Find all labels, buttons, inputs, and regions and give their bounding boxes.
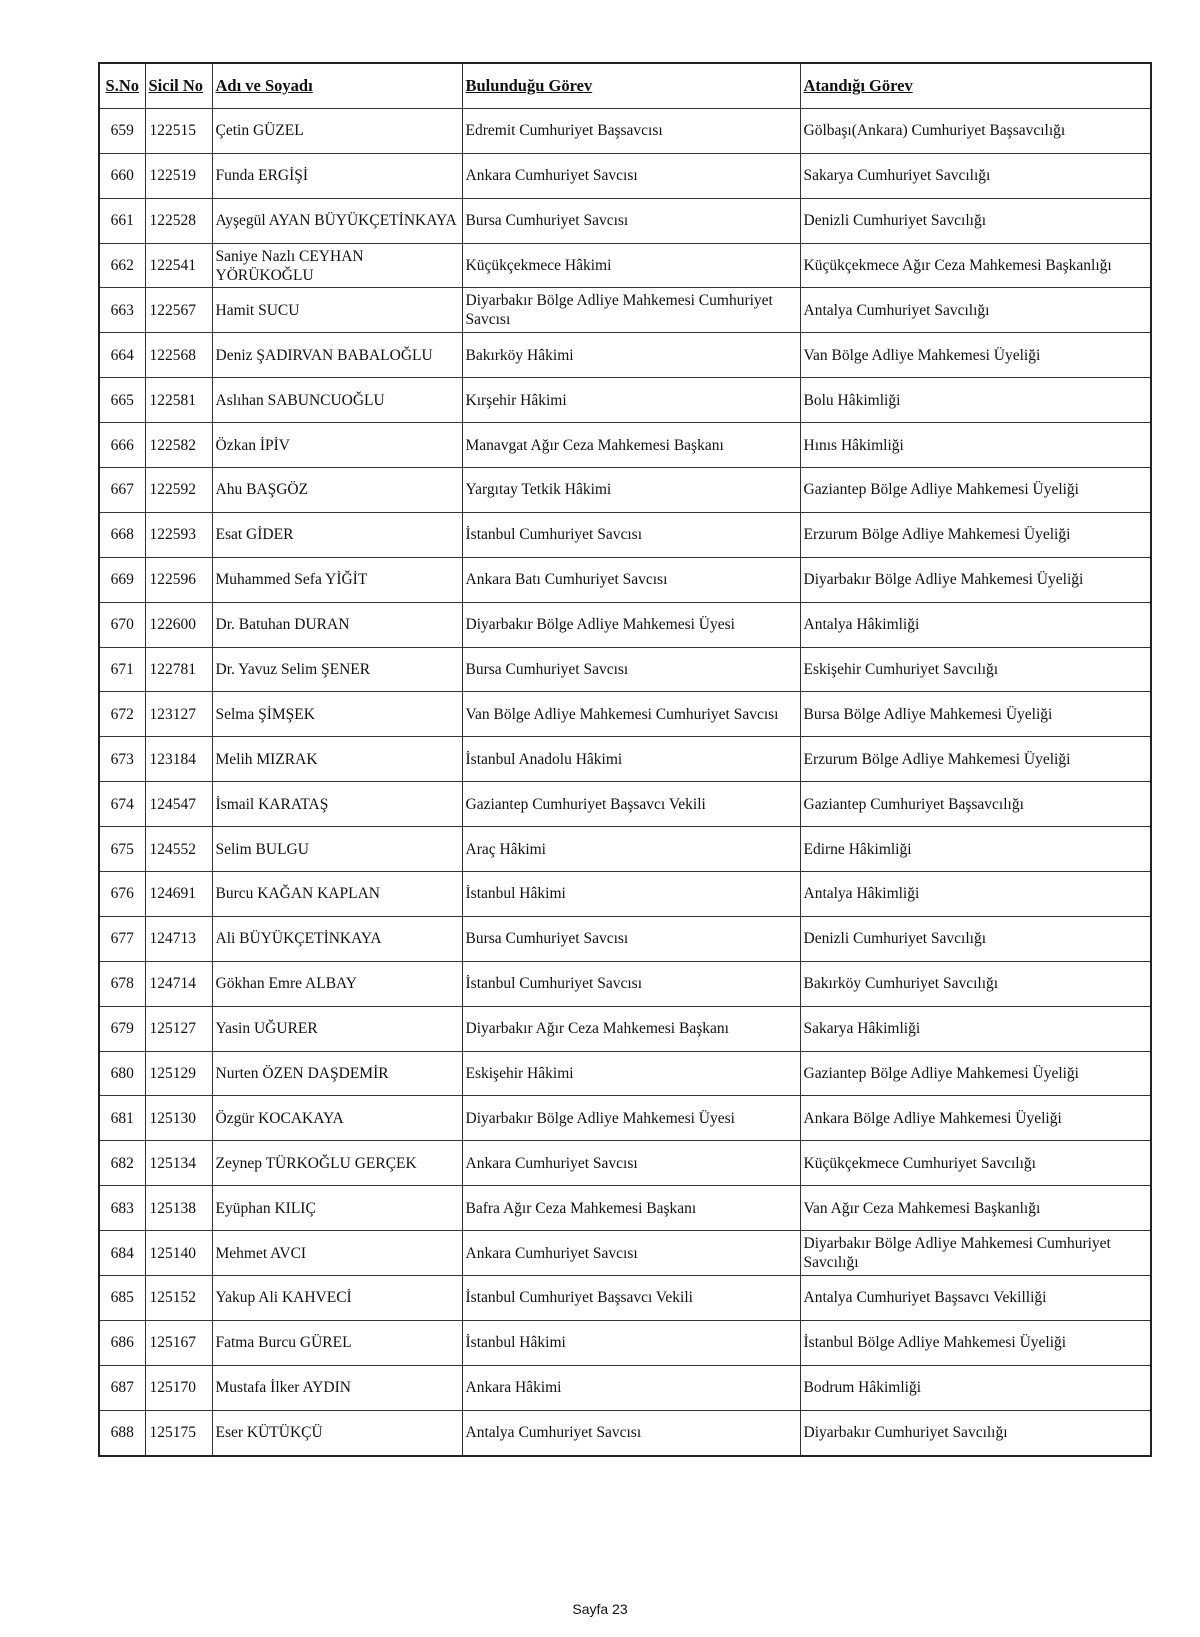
cell-name: Selma ŞİMŞEK	[212, 692, 462, 737]
cell-current-post: Edremit Cumhuriyet Başsavcısı	[462, 108, 800, 153]
cell-sno: 678	[99, 961, 145, 1006]
cell-assigned-post: Erzurum Bölge Adliye Mahkemesi Üyeliği	[800, 512, 1151, 557]
cell-sicil: 124713	[145, 916, 212, 961]
table-row	[99, 468, 1151, 513]
cell-name: Aslıhan SABUNCUOĞLU	[212, 378, 462, 423]
cell-sno: 666	[99, 423, 145, 468]
cell-assigned-post: Van Bölge Adliye Mahkemesi Üyeliği	[800, 333, 1151, 378]
cell-name: Dr. Batuhan DURAN	[212, 602, 462, 647]
cell-current-post: Bursa Cumhuriyet Savcısı	[462, 916, 800, 961]
table-row	[99, 198, 1151, 243]
cell-sicil: 122582	[145, 423, 212, 468]
cell-name: Mehmet AVCI	[212, 1231, 462, 1276]
cell-sno: 683	[99, 1186, 145, 1231]
table-row	[99, 108, 1151, 153]
cell-sno: 671	[99, 647, 145, 692]
cell-sicil: 122515	[145, 108, 212, 153]
table-row	[99, 827, 1151, 872]
cell-current-post: Ankara Cumhuriyet Savcısı	[462, 1141, 800, 1186]
cell-name: Yasin UĞURER	[212, 1006, 462, 1051]
cell-sno: 660	[99, 153, 145, 198]
table-row	[99, 1320, 1151, 1365]
cell-current-post: Bursa Cumhuriyet Savcısı	[462, 198, 800, 243]
cell-name: Muhammed Sefa YİĞİT	[212, 557, 462, 602]
cell-sno: 687	[99, 1365, 145, 1410]
table-row	[99, 782, 1151, 827]
cell-assigned-post: Sakarya Cumhuriyet Savcılığı	[800, 153, 1151, 198]
cell-sicil: 122592	[145, 468, 212, 513]
cell-sno: 677	[99, 916, 145, 961]
cell-name: Özgür KOCAKAYA	[212, 1096, 462, 1141]
cell-sno: 681	[99, 1096, 145, 1141]
cell-current-post: Diyarbakır Bölge Adliye Mahkemesi Cumhuriyet Savcısı	[462, 288, 800, 333]
cell-assigned-post: Denizli Cumhuriyet Savcılığı	[800, 198, 1151, 243]
table-row	[99, 872, 1151, 917]
table-row	[99, 647, 1151, 692]
header-current-post: Bulunduğu Görev	[462, 63, 800, 108]
cell-sicil: 122596	[145, 557, 212, 602]
table-row	[99, 557, 1151, 602]
cell-sno: 659	[99, 108, 145, 153]
cell-current-post: Ankara Cumhuriyet Savcısı	[462, 153, 800, 198]
cell-sno: 679	[99, 1006, 145, 1051]
cell-assigned-post: Erzurum Bölge Adliye Mahkemesi Üyeliği	[800, 737, 1151, 782]
cell-name: Ali BÜYÜKÇETİNKAYA	[212, 916, 462, 961]
cell-current-post: İstanbul Cumhuriyet Savcısı	[462, 961, 800, 1006]
cell-sicil: 122528	[145, 198, 212, 243]
cell-name: Saniye Nazlı CEYHAN YÖRÜKOĞLU	[212, 243, 462, 288]
cell-assigned-post: Küçükçekmece Cumhuriyet Savcılığı	[800, 1141, 1151, 1186]
cell-sno: 688	[99, 1410, 145, 1455]
cell-sno: 680	[99, 1051, 145, 1096]
table-row	[99, 1410, 1151, 1455]
cell-sicil: 125134	[145, 1141, 212, 1186]
cell-assigned-post: Hınıs Hâkimliği	[800, 423, 1151, 468]
table-row	[99, 916, 1151, 961]
table-row	[99, 288, 1151, 333]
cell-assigned-post: Diyarbakır Bölge Adliye Mahkemesi Cumhuriyet Savcılığı	[800, 1231, 1151, 1276]
cell-assigned-post: Gaziantep Bölge Adliye Mahkemesi Üyeliği	[800, 1051, 1151, 1096]
cell-assigned-post: Van Ağır Ceza Mahkemesi Başkanlığı	[800, 1186, 1151, 1231]
cell-name: Eser KÜTÜKÇÜ	[212, 1410, 462, 1455]
table-row	[99, 1096, 1151, 1141]
table-row	[99, 1365, 1151, 1410]
cell-name: Çetin GÜZEL	[212, 108, 462, 153]
cell-current-post: İstanbul Hâkimi	[462, 872, 800, 917]
cell-sicil: 125129	[145, 1051, 212, 1096]
cell-sicil: 124691	[145, 872, 212, 917]
cell-assigned-post: Antalya Cumhuriyet Başsavcı Vekilliği	[800, 1276, 1151, 1321]
cell-name: Esat GİDER	[212, 512, 462, 557]
cell-assigned-post: Küçükçekmece Ağır Ceza Mahkemesi Başkanlığı	[800, 243, 1151, 288]
cell-current-post: Bursa Cumhuriyet Savcısı	[462, 647, 800, 692]
cell-current-post: Ankara Cumhuriyet Savcısı	[462, 1231, 800, 1276]
cell-sicil: 122541	[145, 243, 212, 288]
cell-current-post: Van Bölge Adliye Mahkemesi Cumhuriyet Savcısı	[462, 692, 800, 737]
cell-assigned-post: Diyarbakır Cumhuriyet Savcılığı	[800, 1410, 1151, 1455]
cell-sicil: 122519	[145, 153, 212, 198]
header-sno: S.No	[99, 63, 145, 108]
cell-current-post: Diyarbakır Bölge Adliye Mahkemesi Üyesi	[462, 602, 800, 647]
cell-sicil: 125152	[145, 1276, 212, 1321]
cell-sicil: 124714	[145, 961, 212, 1006]
table-body	[99, 108, 1151, 1455]
table-row	[99, 692, 1151, 737]
cell-assigned-post: Edirne Hâkimliği	[800, 827, 1151, 872]
cell-current-post: Ankara Hâkimi	[462, 1365, 800, 1410]
cell-name: Melih MIZRAK	[212, 737, 462, 782]
table-header-row	[99, 63, 1151, 108]
cell-sno: 661	[99, 198, 145, 243]
cell-current-post: İstanbul Anadolu Hâkimi	[462, 737, 800, 782]
cell-sno: 663	[99, 288, 145, 333]
cell-sicil: 125138	[145, 1186, 212, 1231]
cell-current-post: İstanbul Hâkimi	[462, 1320, 800, 1365]
cell-sicil: 125175	[145, 1410, 212, 1455]
cell-sno: 684	[99, 1231, 145, 1276]
header-assigned-post: Atandığı Görev	[800, 63, 1151, 108]
cell-assigned-post: Antalya Hâkimliği	[800, 872, 1151, 917]
cell-current-post: Diyarbakır Bölge Adliye Mahkemesi Üyesi	[462, 1096, 800, 1141]
table-row	[99, 378, 1151, 423]
cell-sno: 664	[99, 333, 145, 378]
cell-assigned-post: Bolu Hâkimliği	[800, 378, 1151, 423]
cell-name: Mustafa İlker AYDIN	[212, 1365, 462, 1410]
table-row	[99, 1276, 1151, 1321]
cell-current-post: Antalya Cumhuriyet Savcısı	[462, 1410, 800, 1455]
cell-current-post: İstanbul Cumhuriyet Başsavcı Vekili	[462, 1276, 800, 1321]
cell-assigned-post: Diyarbakır Bölge Adliye Mahkemesi Üyeliği	[800, 557, 1151, 602]
cell-name: Burcu KAĞAN KAPLAN	[212, 872, 462, 917]
page-number: Sayfa 23	[572, 1601, 628, 1617]
cell-name: Özkan İPİV	[212, 423, 462, 468]
cell-assigned-post: Antalya Cumhuriyet Savcılığı	[800, 288, 1151, 333]
cell-sno: 662	[99, 243, 145, 288]
cell-current-post: Manavgat Ağır Ceza Mahkemesi Başkanı	[462, 423, 800, 468]
table-row	[99, 333, 1151, 378]
cell-assigned-post: Bakırköy Cumhuriyet Savcılığı	[800, 961, 1151, 1006]
cell-current-post: Yargıtay Tetkik Hâkimi	[462, 468, 800, 513]
cell-sno: 675	[99, 827, 145, 872]
cell-sno: 672	[99, 692, 145, 737]
appointments-table	[98, 62, 1152, 1457]
cell-sno: 665	[99, 378, 145, 423]
cell-sicil: 125127	[145, 1006, 212, 1051]
table-row	[99, 153, 1151, 198]
cell-sicil: 122600	[145, 602, 212, 647]
cell-assigned-post: Gaziantep Cumhuriyet Başsavcılığı	[800, 782, 1151, 827]
cell-current-post: Diyarbakır Ağır Ceza Mahkemesi Başkanı	[462, 1006, 800, 1051]
cell-current-post: Gaziantep Cumhuriyet Başsavcı Vekili	[462, 782, 800, 827]
cell-assigned-post: Denizli Cumhuriyet Savcılığı	[800, 916, 1151, 961]
table-row	[99, 1231, 1151, 1276]
cell-name: Zeynep TÜRKOĞLU GERÇEK	[212, 1141, 462, 1186]
cell-name: Nurten ÖZEN DAŞDEMİR	[212, 1051, 462, 1096]
cell-current-post: Kırşehir Hâkimi	[462, 378, 800, 423]
table-row	[99, 1141, 1151, 1186]
cell-sicil: 122568	[145, 333, 212, 378]
cell-sno: 685	[99, 1276, 145, 1321]
cell-sicil: 125170	[145, 1365, 212, 1410]
cell-assigned-post: Gaziantep Bölge Adliye Mahkemesi Üyeliği	[800, 468, 1151, 513]
cell-assigned-post: Sakarya Hâkimliği	[800, 1006, 1151, 1051]
cell-sno: 682	[99, 1141, 145, 1186]
cell-sicil: 123127	[145, 692, 212, 737]
cell-assigned-post: Ankara Bölge Adliye Mahkemesi Üyeliği	[800, 1096, 1151, 1141]
cell-name: Deniz ŞADIRVAN BABALOĞLU	[212, 333, 462, 378]
cell-assigned-post: Bodrum Hâkimliği	[800, 1365, 1151, 1410]
table-row	[99, 602, 1151, 647]
cell-sno: 670	[99, 602, 145, 647]
cell-assigned-post: Antalya Hâkimliği	[800, 602, 1151, 647]
cell-current-post: Bakırköy Hâkimi	[462, 333, 800, 378]
cell-sno: 686	[99, 1320, 145, 1365]
cell-name: Ahu BAŞGÖZ	[212, 468, 462, 513]
cell-assigned-post: İstanbul Bölge Adliye Mahkemesi Üyeliği	[800, 1320, 1151, 1365]
table-row	[99, 1006, 1151, 1051]
cell-name: Dr. Yavuz Selim ŞENER	[212, 647, 462, 692]
cell-name: Yakup Ali KAHVECİ	[212, 1276, 462, 1321]
table-row	[99, 423, 1151, 468]
cell-current-post: Araç Hâkimi	[462, 827, 800, 872]
cell-name: Gökhan Emre ALBAY	[212, 961, 462, 1006]
cell-sicil: 122581	[145, 378, 212, 423]
cell-sicil: 122781	[145, 647, 212, 692]
header-sicil-no: Sicil No	[145, 63, 212, 108]
cell-name: Selim BULGU	[212, 827, 462, 872]
cell-name: Hamit SUCU	[212, 288, 462, 333]
cell-current-post: Küçükçekmece Hâkimi	[462, 243, 800, 288]
table-row	[99, 961, 1151, 1006]
cell-sno: 676	[99, 872, 145, 917]
cell-sicil: 125167	[145, 1320, 212, 1365]
header-name: Adı ve Soyadı	[212, 63, 462, 108]
table-row	[99, 512, 1151, 557]
table-row	[99, 737, 1151, 782]
cell-sicil: 124552	[145, 827, 212, 872]
cell-name: İsmail KARATAŞ	[212, 782, 462, 827]
cell-name: Fatma Burcu GÜREL	[212, 1320, 462, 1365]
cell-current-post: Ankara Batı Cumhuriyet Savcısı	[462, 557, 800, 602]
cell-sicil: 122567	[145, 288, 212, 333]
cell-name: Eyüphan KILIÇ	[212, 1186, 462, 1231]
table-row	[99, 1186, 1151, 1231]
cell-name: Ayşegül AYAN BÜYÜKÇETİNKAYA	[212, 198, 462, 243]
cell-assigned-post: Bursa Bölge Adliye Mahkemesi Üyeliği	[800, 692, 1151, 737]
cell-assigned-post: Eskişehir Cumhuriyet Savcılığı	[800, 647, 1151, 692]
cell-sicil: 124547	[145, 782, 212, 827]
table-row	[99, 1051, 1151, 1096]
cell-sicil: 122593	[145, 512, 212, 557]
cell-current-post: Bafra Ağır Ceza Mahkemesi Başkanı	[462, 1186, 800, 1231]
cell-current-post: İstanbul Cumhuriyet Savcısı	[462, 512, 800, 557]
cell-sicil: 125140	[145, 1231, 212, 1276]
table-row	[99, 243, 1151, 288]
cell-sno: 674	[99, 782, 145, 827]
cell-sno: 667	[99, 468, 145, 513]
cell-sno: 668	[99, 512, 145, 557]
cell-sno: 669	[99, 557, 145, 602]
cell-name: Funda ERGİŞİ	[212, 153, 462, 198]
cell-current-post: Eskişehir Hâkimi	[462, 1051, 800, 1096]
cell-sno: 673	[99, 737, 145, 782]
cell-sicil: 125130	[145, 1096, 212, 1141]
cell-sicil: 123184	[145, 737, 212, 782]
cell-assigned-post: Gölbaşı(Ankara) Cumhuriyet Başsavcılığı	[800, 108, 1151, 153]
